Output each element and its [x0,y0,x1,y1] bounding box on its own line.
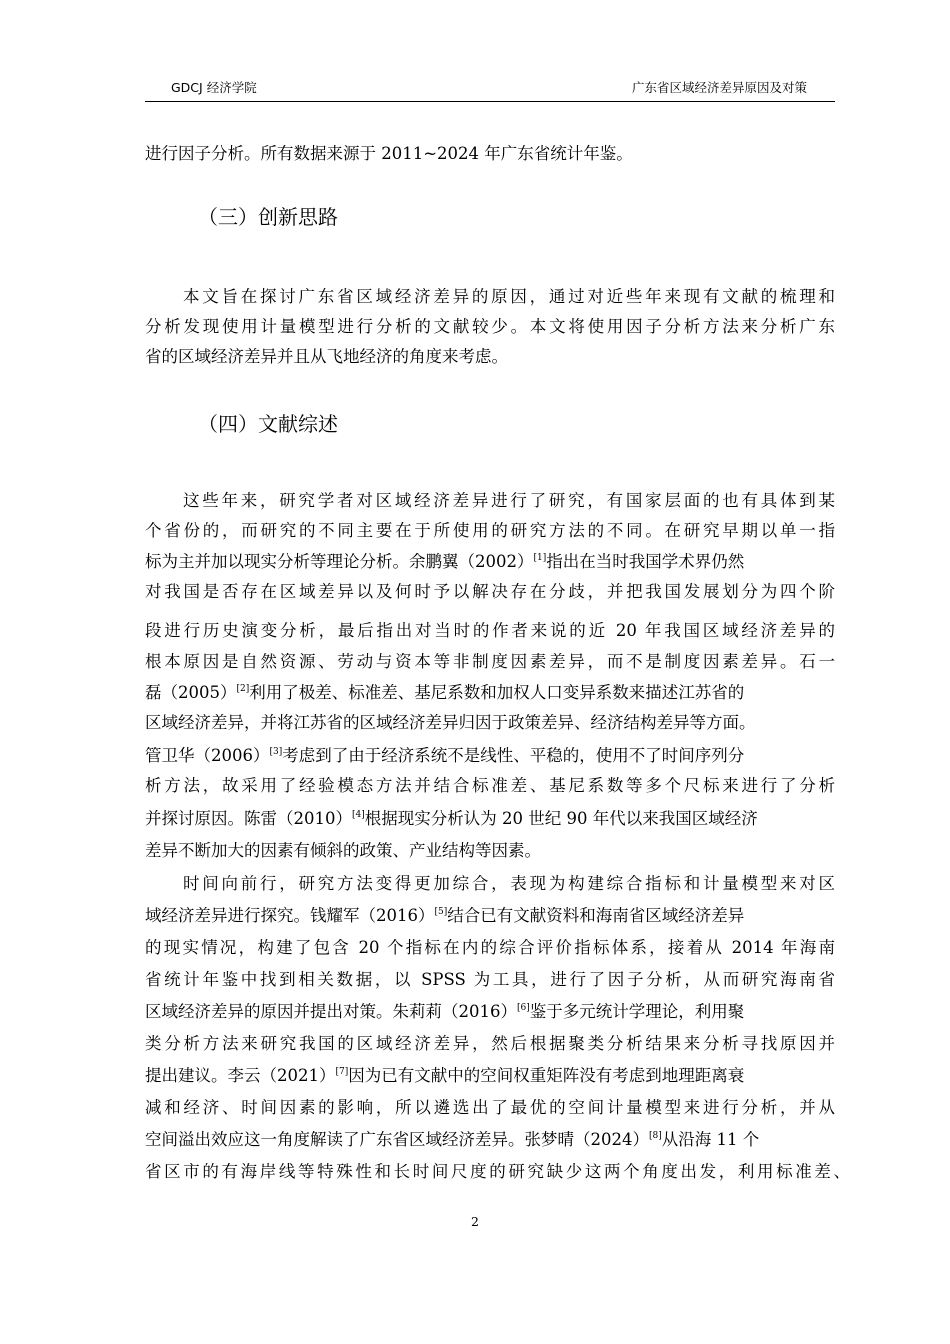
text-segment: 管卫华（2006） [145,746,270,765]
citation-ref[interactable]: [5] [434,907,448,917]
para2-line-1: 时间向前行，研究方法变得更加综合，表现为构建综合指标和计量模型来对区 [183,874,835,893]
page-number: 2 [471,1214,479,1229]
text-segment: 提出建议。李云（2021） [145,1066,336,1085]
text-segment: 根据现实分析认为 20 世纪 90 年代以来我国区域经济 [364,809,758,828]
citation-ref[interactable]: [8] [649,1131,662,1141]
para1-line-2: 个省份的，而研究的不同主要在于所使用的研究方法的不同。在研究早期以单一指 [145,521,835,540]
text-segment: 利用了极差、标准差、基尼系数和加权人口变异系数来描述江苏省的 [249,683,745,702]
citation-ref[interactable]: [4] [352,810,365,820]
text-segment: 域经济差异进行探究。钱耀军（2016） [145,906,435,925]
text-segment: 空间溢出效应这一角度解读了广东省区域经济差异。张梦晴（2024） [145,1130,649,1149]
citation-ref[interactable]: [6] [517,1003,530,1013]
para2-line-10: 省区市的有海岸线等特殊性和长时间尺度的研究缺少这两个角度出发，利用标准差、 [145,1162,850,1181]
text-segment: 结合已有文献资料和海南省区域经济差异 [447,906,745,925]
citation-ref[interactable]: [7] [335,1067,349,1077]
para1-line-8: 区域经济差异，并将江苏省的区域经济差异归因于政策差异、经济结构差异等方面。 [145,713,756,732]
para2-line-8: 减和经济、时间因素的影响，所以遴选出了最优的空间计量模型来进行分析，并从 [145,1098,835,1117]
citation-ref[interactable]: [2] [236,684,250,694]
intro-line: 进行因子分析。所有数据来源于 2011~2024 年广东省统计年鉴。 [145,144,633,163]
section3-line-3: 省的区域经济差异并且从飞地经济的角度来考虑。 [145,347,508,366]
para1-line-3 [145,551,845,573]
text-segment: 磊（2005） [145,683,237,702]
para2-line-5 [145,1001,845,1023]
para2-line-9 [145,1129,845,1151]
para1-line-9 [145,745,845,767]
text-segment: 标为主并加以现实分析等理论分析。余鹏翼（2002） [145,552,534,571]
text-segment: 并探讨原因。陈雷（2010） [145,809,352,828]
para1-line-7 [145,682,845,704]
page-header [145,74,835,102]
para2-line-2 [145,905,845,927]
text-segment: 指出在当时我国学术界仍然 [546,552,745,571]
section4-heading: （四）文献综述 [198,412,338,436]
text-segment: 区域经济差异的原因并提出对策。朱莉莉（2016） [145,1002,517,1021]
header-school: GDCJ 经济学院 [171,80,257,95]
para1-line-1: 这些年来，研究学者对区域经济差异进行了研究，有国家层面的也有具体到某 [183,491,835,510]
text-segment: 从沿海 11 个 [661,1130,760,1149]
para1-line-11 [145,808,845,830]
para1-line-6: 根本原因是自然资源、劳动与资本等非制度因素差异，而不是制度因素差异。石一 [145,652,835,671]
para2-line-3: 的现实情况，构建了包含 20 个指标在内的综合评价指标体系，接着从 2014 年海南 [145,938,835,957]
header-title: 广东省区域经济差异原因及对策 [631,80,807,95]
para2-line-6: 类分析方法来研究我国的区域经济差异，然后根据聚类分析结果来分析寻找原因并 [145,1034,835,1053]
text-segment: 鉴于多元统计学理论，利用聚 [529,1002,745,1021]
text-segment: 因为已有文献中的空间权重矩阵没有考虑到地理距离衰 [348,1066,745,1085]
para1-line-10: 析方法，故采用了经验模态方法并结合标准差、基尼系数等多个尺标来进行了分析 [145,776,835,795]
para2-line-4: 省统计年鉴中找到相关数据，以 SPSS 为工具，进行了因子分析，从而研究海南省 [145,970,835,989]
section3-line-1: 本文旨在探讨广东省区域经济差异的原因，通过对近些年来现有文献的梳理和 [183,287,835,306]
para1-line-5: 段进行历史演变分析，最后指出对当时的作者来说的近 20 年我国区域经济差异的 [145,621,835,640]
citation-ref[interactable]: [3] [269,747,283,757]
text-segment: 考虑到了由于经济系统不是线性、平稳的，使用不了时间序列分 [282,746,745,765]
section3-heading: （三）创新思路 [198,205,338,229]
para1-line-12: 差异不断加大的因素有倾斜的政策、产业结构等因素。 [145,841,541,860]
section3-line-2: 分析发现使用计量模型进行分析的文献较少。本文将使用因子分析方法来分析广东 [145,317,835,336]
para2-line-7 [145,1065,845,1087]
para1-line-4: 对我国是否存在区域差异以及何时予以解决存在分歧，并把我国发展划分为四个阶 [145,582,835,601]
citation-ref[interactable]: [1] [533,553,547,563]
